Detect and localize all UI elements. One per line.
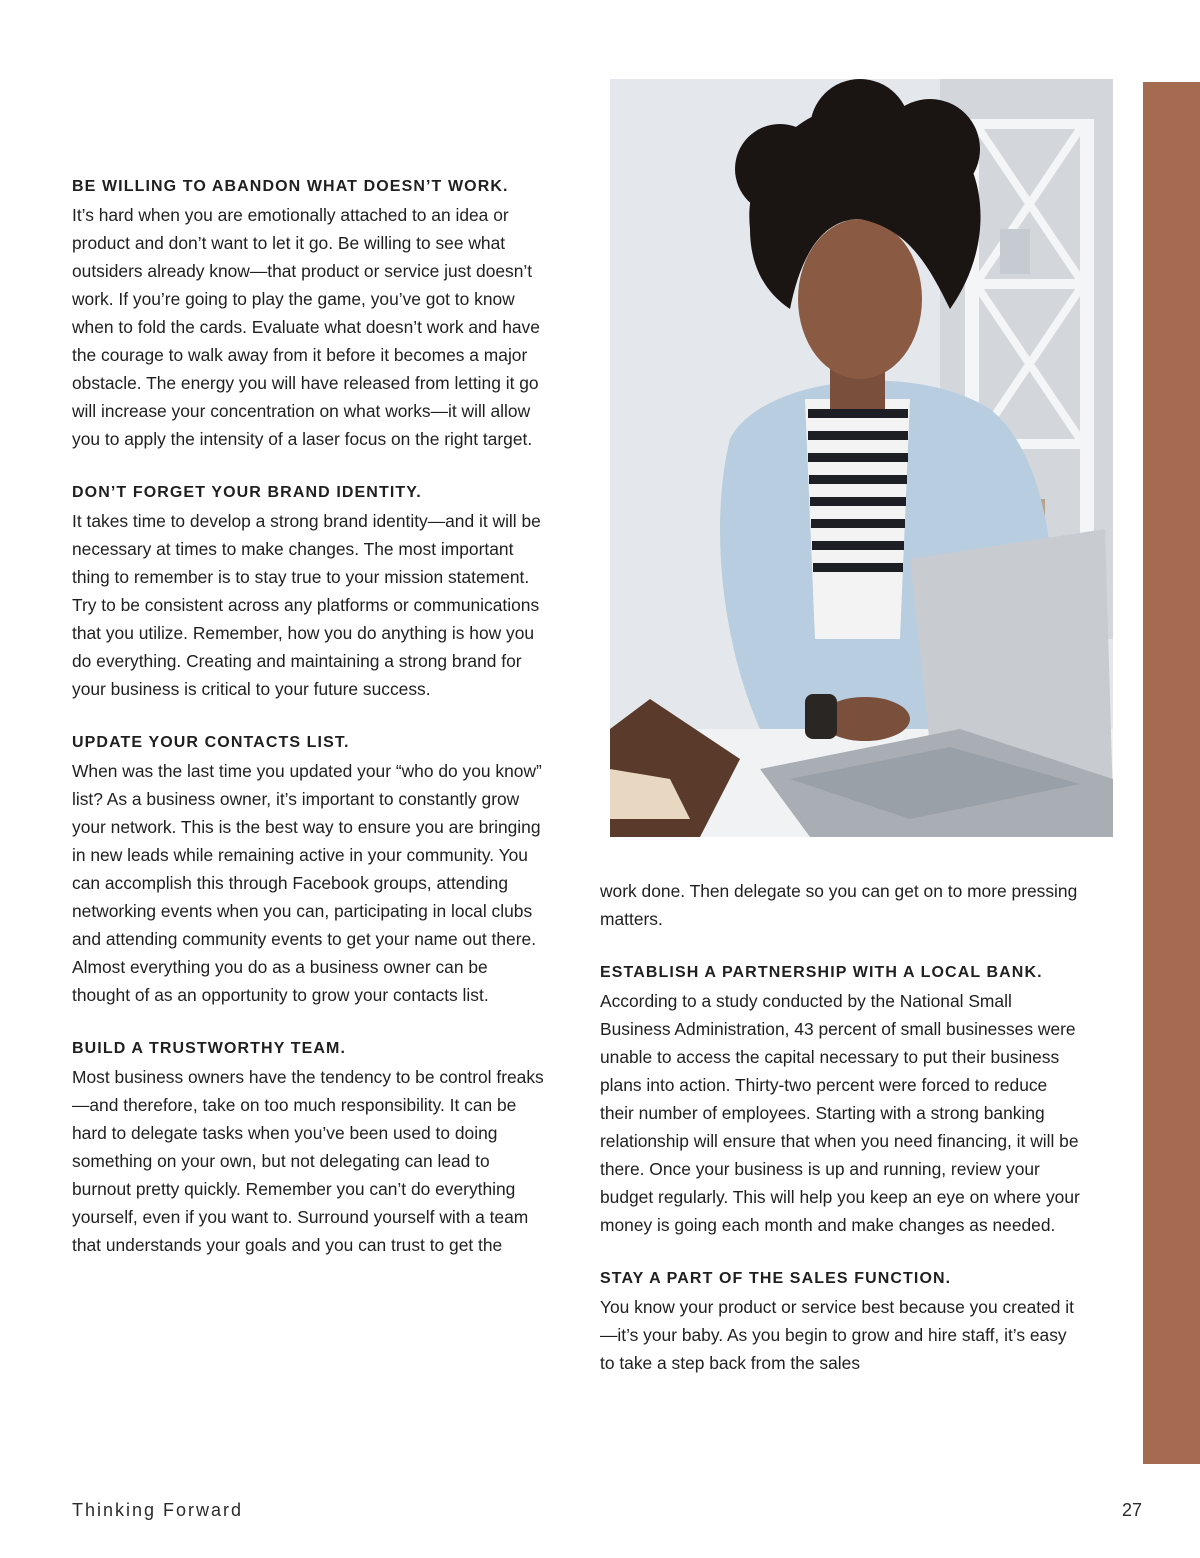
section-body-sales: You know your product or service best because you created it—it’s your baby. As you begin to grow and hire staff, it’s easy to take a step back from the sales xyxy=(600,1297,1075,1373)
section-heading-bank: ESTABLISH A PARTNERSHIP WITH A LOCAL BANK. xyxy=(600,964,1043,981)
photo-illustration xyxy=(610,79,1113,837)
section-body-bank: According to a study conducted by the National Small Business Administration, 43 percent of small businesses were unable to access the capital necessary to put their business plans into action. Thirty-two percent were forced to reduce their number of employees. Starting with a strong banking relationship will ensure that when you need financing, it will be there. Once your business is up and running, review your budget regularly. This will help you keep an eye on where your money is going each month and make changes as needed. xyxy=(600,991,1080,1235)
section-heading-team: BUILD A TRUSTWORTHY TEAM. xyxy=(72,1040,346,1057)
section-body-abandon: It’s hard when you are emotionally attached to an idea or product and don’t want to let it go. Be willing to see what outsiders already know—that product or service just doesn’t work. If you’re going to play the game, you’ve got to know when to fold the cards. Evaluate what doesn’t work and have the courage to walk away from it before it becomes a major obstacle. The energy you will have released from letting it go will increase your concentration on what works—it will allow you to apply the intensity of a laser focus on the right target. xyxy=(72,205,540,449)
section-body-contacts: When was the last time you updated your “who do you know” list? As a business owner, it’s important to constantly grow your network. This is the best way to ensure you are bringing in new leads while remaining active in your community. You can accomplish this through Facebook groups, attending networking events when you can, participating in local clubs and attending community events to get your name out there. Almost everything you do as a business owner can be thought of as an opportunity to grow your contacts list. xyxy=(72,761,542,1005)
right-column xyxy=(600,877,1080,1403)
continuation-text: work done. Then delegate so you can get on to more pressing matters. xyxy=(600,881,1078,929)
section-heading-sales: STAY A PART OF THE SALES FUNCTION. xyxy=(600,1270,952,1287)
section-body-brand: It takes time to develop a strong brand identity—and it will be necessary at times to make changes. The most important thing to remember is to stay true to your mission statement. Try to be consistent across any platforms or communications that you utilize. Remember, how you do anything is how you do everything. Creating and maintaining a strong brand for your business is critical to your future success. xyxy=(72,511,541,699)
woman-laptop-photo xyxy=(610,79,1113,837)
page-number: 27 xyxy=(1121,1500,1142,1520)
accent-side-bar xyxy=(1143,82,1200,1464)
left-column xyxy=(72,173,550,1285)
section-heading-brand: DON’T FORGET YOUR BRAND IDENTITY. xyxy=(72,484,422,501)
section-body-team: Most business owners have the tendency to be control freaks—and therefore, take on too much responsibility. It can be hard to delegate tasks when you’ve been used to doing something on your own, but not delegating can lead to burnout pretty quickly. Remember you can’t do everything yourself, even if you want to. Surround yourself with a team that understands your goals and you can trust to get the xyxy=(72,1067,544,1255)
section-heading-contacts: UPDATE YOUR CONTACTS LIST. xyxy=(72,734,350,751)
section-heading-abandon: BE WILLING TO ABANDON WHAT DOESN’T WORK. xyxy=(72,178,509,195)
footer-publication-title: Thinking Forward xyxy=(72,1500,244,1520)
